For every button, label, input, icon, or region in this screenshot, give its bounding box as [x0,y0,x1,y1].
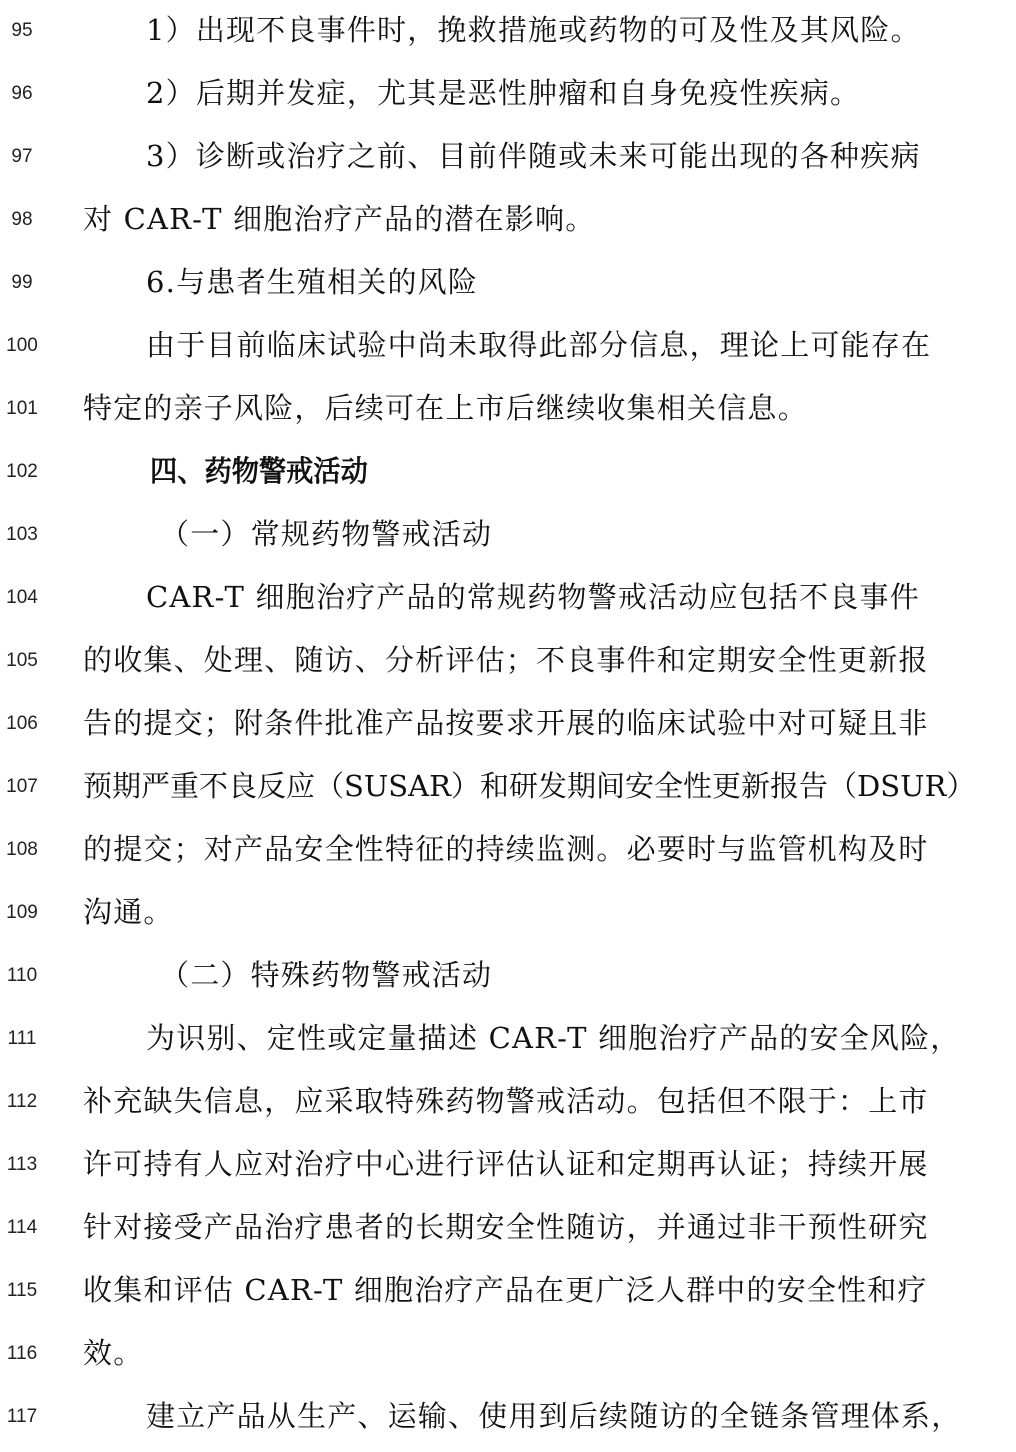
line-text: 特定的亲子风险，后续可在上市后继续收集相关信息。 [83,391,808,425]
line-text: 沟通。 [83,895,174,929]
document-line [0,504,1016,567]
document-line [0,252,1016,315]
document-line [0,882,1016,945]
document-line [0,1197,1016,1260]
line-text: 许可持有人应对治疗中心进行评估认证和定期再认证；持续开展 [83,1147,929,1181]
line-number: 97 [11,146,33,167]
line-number: 115 [6,1280,38,1301]
line-number: 111 [7,1028,37,1049]
line-number: 117 [6,1406,38,1427]
line-text: 针对接受产品治疗患者的长期安全性随访，并通过非干预性研究 [83,1210,929,1244]
document-line [0,1071,1016,1134]
document-line [0,315,1016,378]
line-number: 98 [11,209,33,230]
line-text: 2）后期并发症，尤其是恶性肿瘤和自身免疫性疾病。 [146,76,861,110]
line-text: 效。 [83,1336,144,1370]
line-text: 为识别、定性或定量描述 CAR-T 细胞治疗产品的安全风险， [146,1021,961,1055]
section-subheading: 6.与患者生殖相关的风险 [146,265,479,299]
document-line [0,189,1016,252]
line-number: 104 [6,587,38,608]
line-text: 告的提交；附条件批准产品按要求开展的临床试验中对可疑且非 [83,706,929,740]
document-line [0,630,1016,693]
line-number: 113 [6,1154,38,1175]
line-text: 1）出现不良事件时，挽救措施或药物的可及性及其风险。 [146,13,921,47]
document-line [0,1323,1016,1386]
line-number: 102 [6,461,38,482]
line-number: 110 [6,965,38,986]
document-line [0,1260,1016,1323]
line-number: 107 [6,776,38,797]
line-number: 105 [6,650,38,671]
line-text: CAR-T 细胞治疗产品的常规药物警戒活动应包括不良事件 [146,580,920,614]
document-line [0,126,1016,189]
document-line [0,693,1016,756]
line-number: 99 [11,272,33,293]
line-number: 108 [6,839,38,860]
document-line [0,378,1016,441]
document-line [0,1134,1016,1197]
line-text: 的收集、处理、随访、分析评估；不良事件和定期安全性更新报 [83,643,929,677]
line-number: 101 [6,398,38,419]
subsection-heading: （一）常规药物警戒活动 [160,517,493,551]
section-heading: 四、药物警戒活动 [150,454,368,488]
line-number: 112 [6,1091,38,1112]
line-number: 95 [11,20,33,41]
document-line [0,1008,1016,1071]
document-line [0,945,1016,1008]
line-number: 100 [6,335,38,356]
line-text: 3）诊断或治疗之前、目前伴随或未来可能出现的各种疾病 [146,139,921,173]
document-line [0,567,1016,630]
line-number: 106 [6,713,38,734]
document-line [0,0,1016,63]
line-text: 的提交；对产品安全性特征的持续监测。必要时与监管机构及时 [83,832,929,866]
document-line [0,63,1016,126]
document-line [0,1386,1016,1449]
document-line [0,441,1016,504]
line-text: 收集和评估 CAR-T 细胞治疗产品在更广泛人群中的安全性和疗 [83,1273,928,1307]
document-line [0,756,1016,819]
line-number: 116 [6,1343,38,1364]
line-number: 103 [6,524,38,545]
line-number: 114 [6,1217,38,1238]
line-text: 补充缺失信息，应采取特殊药物警戒活动。包括但不限于：上市 [83,1084,929,1118]
line-text: 由于目前临床试验中尚未取得此部分信息，理论上可能存在 [146,328,932,362]
line-number: 109 [6,902,38,923]
line-text: 对 CAR-T 细胞治疗产品的潜在影响。 [83,202,596,236]
line-number: 96 [11,83,33,104]
line-text: 建立产品从生产、运输、使用到后续随访的全链条管理体系， [146,1399,962,1433]
line-text: 预期严重不良反应（SUSAR）和研发期间安全性更新报告（DSUR） [83,769,976,803]
subsection-heading: （二）特殊药物警戒活动 [160,958,493,992]
document-line [0,819,1016,882]
